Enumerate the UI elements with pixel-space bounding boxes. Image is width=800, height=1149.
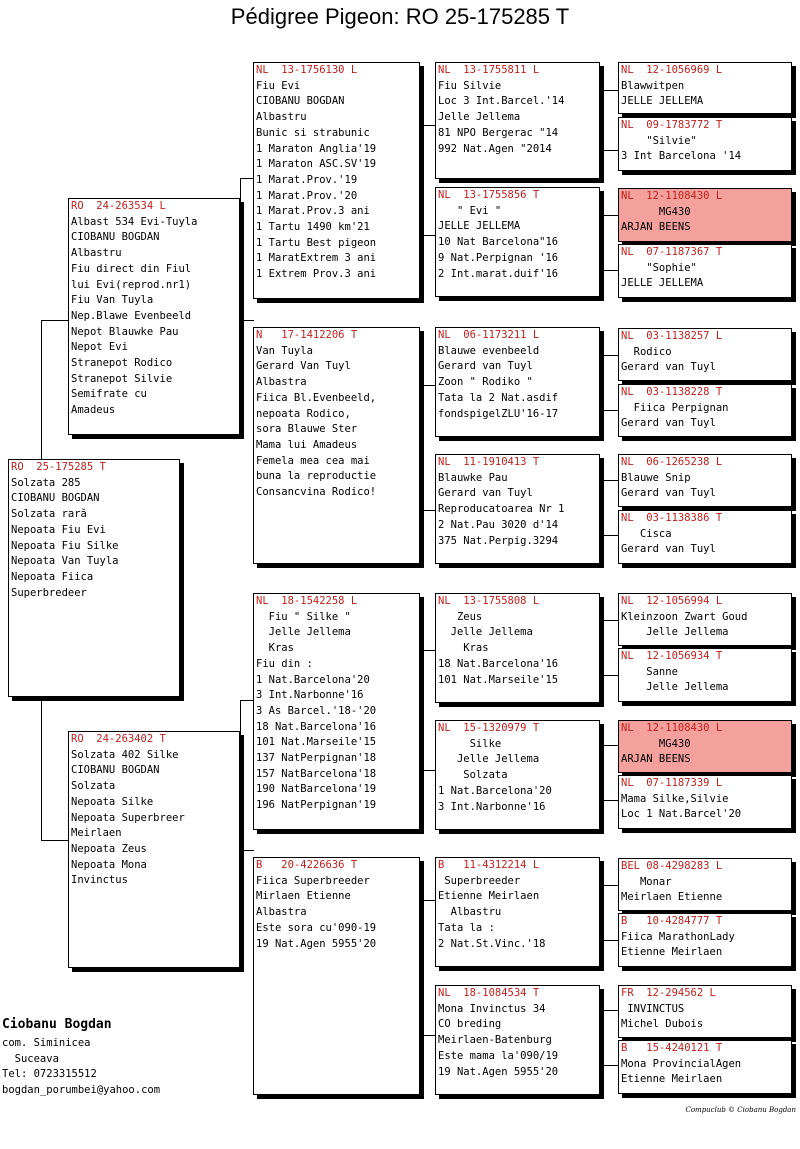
pigeon-box-dss <box>435 593 600 703</box>
pigeon-info-line: Mirlaen Etienne <box>256 890 351 903</box>
connector-line <box>41 700 42 840</box>
pigeon-info-line: Blawwitpen <box>621 79 685 92</box>
owner-info <box>2 1014 160 1098</box>
pigeon-info-line: Sanne <box>621 665 678 678</box>
ring-number: NL 15-1320979 T <box>438 722 540 734</box>
pigeon-info-line: Etienne Meirlaen <box>438 890 540 903</box>
pigeon-box-sds <box>435 327 600 437</box>
pigeon-info-line: Jelle Jellema <box>438 626 533 639</box>
connector-line <box>600 535 618 536</box>
pigeon-info-line: Gerard van Tuyl <box>621 487 716 500</box>
connector-line <box>41 840 69 841</box>
pigeon-info-line: Fiu " Silke " <box>256 610 351 623</box>
pigeon-box-g4-6 <box>618 384 792 437</box>
pigeon-box-g4-11 <box>618 720 792 773</box>
ring-number: NL 09-1783772 T <box>621 119 723 131</box>
connector-line <box>600 940 618 941</box>
pigeon-info-line: 1 Marat.Prov.'19 <box>256 173 358 186</box>
ring-number: NL 03-1138257 L <box>621 330 723 342</box>
ring-number: B 11-4312214 L <box>438 859 540 871</box>
ring-number: B 20-4226636 T <box>256 859 358 871</box>
ring-number: NL 06-1173211 L <box>438 329 540 341</box>
pigeon-box-g4-13 <box>618 858 792 911</box>
pigeon-box-g4-8 <box>618 510 792 564</box>
pigeon-info-line: Nepoata Fiu Silke <box>11 539 119 552</box>
pigeon-info-line: 101 Nat.Marseile'15 <box>256 736 377 749</box>
pigeon-info-line: 190 NatBarcelona'19 <box>256 783 377 796</box>
pigeon-box-g4-2 <box>618 117 792 171</box>
pigeon-info-line: "Silvie" <box>621 134 697 147</box>
pigeon-info-line: 1 Maraton Anglia'19 <box>256 142 377 155</box>
pigeon-info-line: MG430 <box>621 737 691 750</box>
pigeon-info-line: 2 Nat.Pau 3020 d'14 <box>438 518 559 531</box>
pigeon-info-line: Fiica MarathonLady <box>621 930 735 943</box>
ring-number: NL 11-1910413 T <box>438 456 540 468</box>
pigeon-info-line: 375 Nat.Perpig.3294 <box>438 534 559 547</box>
pigeon-info-line: Solzata rară <box>11 508 87 521</box>
pigeon-box-dds <box>435 857 600 967</box>
pigeon-info-line: JELLE JELLEMA <box>621 95 704 108</box>
pigeon-info-line: 19 Nat.Agen 5955'20 <box>256 937 377 950</box>
pigeon-box-sdd <box>435 454 600 564</box>
pigeon-info-line: Van Tuyla <box>256 344 313 357</box>
pigeon-info-line: 3 As Barcel.'18-'20 <box>256 704 377 717</box>
pigeon-info-line: Monar <box>621 875 672 888</box>
pigeon-info-line: Kleinzoon Zwart Goud <box>621 610 748 623</box>
pigeon-info-line: Albastra <box>256 376 307 389</box>
connector-line <box>420 510 436 511</box>
pigeon-info-line: Albastru <box>71 247 122 260</box>
pigeon-info-line: 1 Marat.Prov.3 ani <box>256 205 370 218</box>
ring-number: NL 03-1138386 T <box>621 512 723 524</box>
pigeon-info-line: Fiica Superbreeder <box>256 874 370 887</box>
ring-number: NL 12-1108430 L <box>621 722 723 734</box>
pigeon-box-g4-12 <box>618 775 792 829</box>
pigeon-info-line: Nepoata Van Tuyla <box>11 555 119 568</box>
pigeon-info-line: 18 Nat.Barcelona'16 <box>256 720 377 733</box>
pigeon-info-line: Jelle Jellema <box>438 753 540 766</box>
pigeon-info-line: Etienne Meirlaen <box>621 1073 723 1086</box>
connector-line <box>240 178 241 320</box>
pigeon-info-line: INVINCTUS <box>621 1002 685 1015</box>
ring-number: RO 25-175285 T <box>11 461 106 473</box>
pigeon-info-line: 3 Int.Narbonne'16 <box>438 800 546 813</box>
pigeon-info-line: Consancvina Rodico! <box>256 486 377 499</box>
ring-number: FR 12-294562 L <box>621 987 716 999</box>
ring-number: RO 24-263402 T <box>71 733 166 745</box>
pigeon-info-line: 1 Marat.Prov.'20 <box>256 189 358 202</box>
connector-line <box>600 675 618 676</box>
pigeon-info-line: Nep.Blawe Evenbeeld <box>71 309 192 322</box>
pigeon-info-line: 3 Int.Narbonne'16 <box>256 689 364 702</box>
pigeon-info-line: Jelle Jellema <box>438 111 521 124</box>
pigeon-info-line: Gerard van Tuyl <box>621 417 716 430</box>
pigeon-info-line: 81 NPO Bergerac "14 <box>438 126 559 139</box>
pigeon-box-g4-1 <box>618 62 792 114</box>
pigeon-info-line: Fiica Perpignan <box>621 401 729 414</box>
connector-line <box>420 900 436 901</box>
pigeon-info-line: Mama Silke,Silvie <box>621 792 729 805</box>
pigeon-info-line: Meirlaen Etienne <box>621 891 723 904</box>
pigeon-info-line: Solzata <box>438 769 508 782</box>
pigeon-info-line: 2 Nat.St.Vinc.'18 <box>438 937 546 950</box>
pigeon-info-line: Solzata 285 <box>11 476 81 489</box>
connector-line <box>600 215 618 216</box>
pigeon-info-line: Solzata <box>71 780 116 793</box>
pigeon-info-line: 1 Tartu Best pigeon <box>256 236 377 249</box>
pigeon-box-ds <box>253 593 420 830</box>
ring-number: NL 12-1108430 L <box>621 190 723 202</box>
connector-line <box>240 700 241 850</box>
pigeon-info-line: sora Blauwe Ster <box>256 423 358 436</box>
pigeon-box-g4-4 <box>618 244 792 298</box>
pigeon-info-line: Nepoata Fiica <box>11 570 94 583</box>
pigeon-box-g4-9 <box>618 593 792 646</box>
pigeon-info-line: 9 Nat.Perpignan '16 <box>438 251 559 264</box>
pigeon-info-line: Rodico <box>621 345 672 358</box>
ring-number: NL 07-1187339 L <box>621 777 723 789</box>
pigeon-info-line: 1 Nat.Barcelona'20 <box>256 673 370 686</box>
pigeon-info-line: Gerard van Tuyl <box>621 543 716 556</box>
pigeon-box-sd <box>253 327 420 564</box>
ring-number: B 15-4240121 T <box>621 1042 723 1054</box>
pigeon-info-line: Mona Invinctus 34 <box>438 1002 546 1015</box>
pigeon-info-line: Amadeus <box>71 404 116 417</box>
pigeon-info-line: Jelle Jellema <box>621 681 729 694</box>
pigeon-info-line: Superbreeder <box>438 874 521 887</box>
ring-number: NL 07-1187367 T <box>621 246 723 258</box>
pigeon-info-line: Stranepot Silvie <box>71 372 173 385</box>
connector-line <box>420 1035 436 1036</box>
owner-email: bogdan_porumbei@yahoo.com <box>2 1083 161 1096</box>
owner-address: com. Siminicea <box>2 1037 91 1049</box>
pigeon-box-ssd <box>435 187 600 297</box>
connector-line <box>41 320 42 460</box>
pigeon-info-line: Gerard van Tuyl <box>438 360 533 373</box>
pigeon-box-g4-16 <box>618 1040 792 1094</box>
pigeon-info-line: Michel Dubois <box>621 1018 704 1031</box>
ring-number: NL 18-1542258 L <box>256 595 358 607</box>
pigeon-info-line: 1 Maraton ASC.SV'19 <box>256 158 377 171</box>
pigeon-info-line: MG430 <box>621 205 691 218</box>
pigeon-info-line: Nepoata Superbreer <box>71 811 185 824</box>
pigeon-info-line: Fiica Bl.Evenbeeld, <box>256 391 377 404</box>
pigeon-info-line: 19 Nat.Agen 5955'20 <box>438 1065 559 1078</box>
pigeon-box-dam <box>68 731 240 968</box>
connector-line <box>600 620 618 621</box>
pigeon-info-line: Meirlaen-Batenburg <box>438 1034 552 1047</box>
pigeon-info-line: Invinctus <box>71 874 128 887</box>
pigeon-info-line: Superbredeer <box>11 586 87 599</box>
connector-line <box>600 885 618 886</box>
pigeon-info-line: JELLE JELLEMA <box>621 277 704 290</box>
connector-line <box>600 355 618 356</box>
connector-line <box>240 320 254 321</box>
pigeon-info-line: Blauwe Snip <box>621 471 691 484</box>
pigeon-info-line: 1 Nat.Barcelona'20 <box>438 784 552 797</box>
connector-line <box>600 480 618 481</box>
pigeon-info-line: " Evi " <box>438 204 502 217</box>
ring-number: BEL 08-4298283 L <box>621 860 723 872</box>
pigeon-info-line: Loc 1 Nat.Barcel'20 <box>621 808 742 821</box>
pigeon-info-line: Este mama la'090/19 <box>438 1049 559 1062</box>
connector-line <box>600 90 618 91</box>
pigeon-box-g4-3 <box>618 188 792 242</box>
pigeon-info-line: 992 Nat.Agen "2014 <box>438 142 552 155</box>
pigeon-info-line: 1 Tartu 1490 km'21 <box>256 221 370 234</box>
connector-line <box>600 800 618 801</box>
ring-number: B 10-4284777 T <box>621 915 723 927</box>
footer-credit: Compuclub © Ciobanu Bogdan <box>685 1106 796 1114</box>
ring-number: NL 12-1056969 L <box>621 64 723 76</box>
ring-number: NL 13-1755856 T <box>438 189 540 201</box>
pigeon-info-line: Fiu din : <box>256 657 313 670</box>
pigeon-info-line: Cisca <box>621 527 672 540</box>
pigeon-info-line: Albast 534 Evi-Tuyla <box>71 215 198 228</box>
pigeon-info-line: Meirlaen <box>71 827 122 840</box>
pigeon-info-line: 18 Nat.Barcelona'16 <box>438 657 559 670</box>
pigeon-info-line: Gerard van Tuyl <box>438 487 533 500</box>
pigeon-info-line: Gerard Van Tuyl <box>256 360 351 373</box>
ring-number: NL 13-1755808 L <box>438 595 540 607</box>
pigeon-info-line: 157 NatBarcelona'18 <box>256 767 377 780</box>
pigeon-info-line: 10 Nat Barcelona"16 <box>438 236 559 249</box>
connector-line <box>600 150 618 151</box>
pigeon-info-line: 1 MaratExtrem 3 ani <box>256 252 377 265</box>
pigeon-box-dsd <box>435 720 600 830</box>
connector-line <box>420 125 436 126</box>
ring-number: NL 13-1756130 L <box>256 64 358 76</box>
pigeon-info-line: Mama lui Amadeus <box>256 438 358 451</box>
pigeon-info-line: Blauwe evenbeeld <box>438 344 540 357</box>
pigeon-info-line: 101 Nat.Marseile'15 <box>438 673 559 686</box>
pigeon-info-line: Fiu Van Tuyla <box>71 294 154 307</box>
pigeon-box-sire <box>68 198 240 435</box>
pigeon-info-line: Reproducatoarea Nr 1 <box>438 503 565 516</box>
pigeon-info-line: ARJAN BEENS <box>621 221 691 234</box>
pigeon-info-line: "Sophie" <box>621 261 697 274</box>
pigeon-info-line: Gerard van Tuyl <box>621 361 716 374</box>
pigeon-info-line: Zeus <box>438 610 483 623</box>
ring-number: N 17-1412206 T <box>256 329 358 341</box>
pigeon-info-line: 1 Extrem Prov.3 ani <box>256 268 377 281</box>
owner-name: Ciobanu Bogdan <box>2 1017 112 1032</box>
pigeon-box-g4-7 <box>618 454 792 507</box>
pigeon-info-line: Solzata 402 Silke <box>71 748 179 761</box>
pigeon-info-line: CO breding <box>438 1018 502 1031</box>
pigeon-info-line: Jelle Jellema <box>256 626 351 639</box>
pigeon-info-line: Tata la : <box>438 921 495 934</box>
pigeon-info-line: Fiu Silvie <box>438 79 502 92</box>
pigeon-info-line: Kras <box>438 642 489 655</box>
pigeon-info-line: Mona ProvincialAgen <box>621 1057 742 1070</box>
pigeon-box-g4-15 <box>618 985 792 1038</box>
pigeon-info-line: Albastru <box>256 111 307 124</box>
ring-number: NL 12-1056934 T <box>621 650 723 662</box>
pigeon-info-line: CIOBANU BOGDAN <box>71 231 160 244</box>
pigeon-info-line: Este sora cu'090-19 <box>256 921 377 934</box>
connector-line <box>600 745 618 746</box>
pigeon-info-line: Albastra <box>256 906 307 919</box>
pigeon-box-ddd <box>435 985 600 1095</box>
pigeon-info-line: Silke <box>438 737 502 750</box>
ring-number: NL 13-1755811 L <box>438 64 540 76</box>
connector-line <box>420 770 436 771</box>
pigeon-box-ss <box>253 62 420 299</box>
pigeon-info-line: Fiu Evi <box>256 79 301 92</box>
pigeon-info-line: lui Evi(reprod.nr1) <box>71 278 192 291</box>
pigeon-box-sss <box>435 62 600 179</box>
pigeon-info-line: ARJAN BEENS <box>621 753 691 766</box>
pigeon-info-line: Nepoata Mona <box>71 858 147 871</box>
connector-line <box>420 650 436 651</box>
pigeon-info-line: fondspigelZLU'16-17 <box>438 407 559 420</box>
pigeon-info-line: CIOBANU BOGDAN <box>256 95 345 108</box>
pigeon-info-line: Blauwke Pau <box>438 471 508 484</box>
connector-line <box>420 235 436 236</box>
pigeon-info-line: 137 NatPerpignan'18 <box>256 752 377 765</box>
connector-line <box>600 270 618 271</box>
pigeon-info-line: nepoata Rodico, <box>256 407 351 420</box>
pigeon-info-line: Jelle Jellema <box>621 626 729 639</box>
pigeon-info-line: Kras <box>256 642 294 655</box>
connector-line <box>41 320 69 321</box>
pigeon-box-g4-10 <box>618 648 792 702</box>
ring-number: NL 12-1056994 L <box>621 595 723 607</box>
pigeon-info-line: Bunic si strabunic <box>256 126 370 139</box>
pigeon-box-g4-14 <box>618 913 792 967</box>
pigeon-info-line: Tata la 2 Nat.asdif <box>438 391 559 404</box>
pigeon-info-line: Semifrate cu <box>71 388 147 401</box>
pigeon-info-line: Fiu direct din Fiul <box>71 262 192 275</box>
pigeon-info-line: Albastru <box>438 906 502 919</box>
ring-number: NL 03-1138228 T <box>621 386 723 398</box>
connector-line <box>420 385 436 386</box>
pigeon-info-line: Stranepot Rodico <box>71 357 173 370</box>
pigeon-info-line: 2 Int.marat.duif'16 <box>438 267 559 280</box>
connector-line <box>600 1010 618 1011</box>
ring-number: NL 06-1265238 L <box>621 456 723 468</box>
pigeon-info-line: Etienne Meirlaen <box>621 946 723 959</box>
connector-line <box>240 700 254 701</box>
pigeon-info-line: 3 Int Barcelona '14 <box>621 150 742 163</box>
connector-line <box>600 410 618 411</box>
owner-city: Suceava <box>2 1052 59 1065</box>
pigeon-info-line: CIOBANU BOGDAN <box>11 492 100 505</box>
pigeon-info-line: 196 NatPerpignan'19 <box>256 799 377 812</box>
pigeon-info-line: Nepot Evi <box>71 341 128 354</box>
owner-phone: Tel: 0723315512 <box>2 1068 97 1080</box>
pigeon-box-subject <box>8 459 180 697</box>
pigeon-info-line: buna la reproductie <box>256 470 377 483</box>
pigeon-info-line: Nepoata Silke <box>71 795 154 808</box>
connector-line <box>240 178 254 179</box>
ring-number: RO 24-263534 L <box>71 200 166 212</box>
pigeon-info-line: Zoon " Rodiko " <box>438 376 533 389</box>
pigeon-info-line: Nepot Blauwke Pau <box>71 325 179 338</box>
connector-line <box>240 850 254 851</box>
page-title: Pédigree Pigeon: RO 25-175285 T <box>230 4 570 29</box>
pigeon-info-line: CIOBANU BOGDAN <box>71 764 160 777</box>
pigeon-box-dd <box>253 857 420 1095</box>
pigeon-info-line: Nepoata Zeus <box>71 842 147 855</box>
connector-line <box>600 1065 618 1066</box>
pigeon-info-line: JELLE JELLEMA <box>438 220 521 233</box>
ring-number: NL 18-1084534 T <box>438 987 540 999</box>
pigeon-info-line: Femela mea cea mai <box>256 454 370 467</box>
pigeon-info-line: Loc 3 Int.Barcel.'14 <box>438 95 565 108</box>
pigeon-box-g4-5 <box>618 328 792 381</box>
pigeon-info-line: Nepoata Fiu Evi <box>11 523 106 536</box>
